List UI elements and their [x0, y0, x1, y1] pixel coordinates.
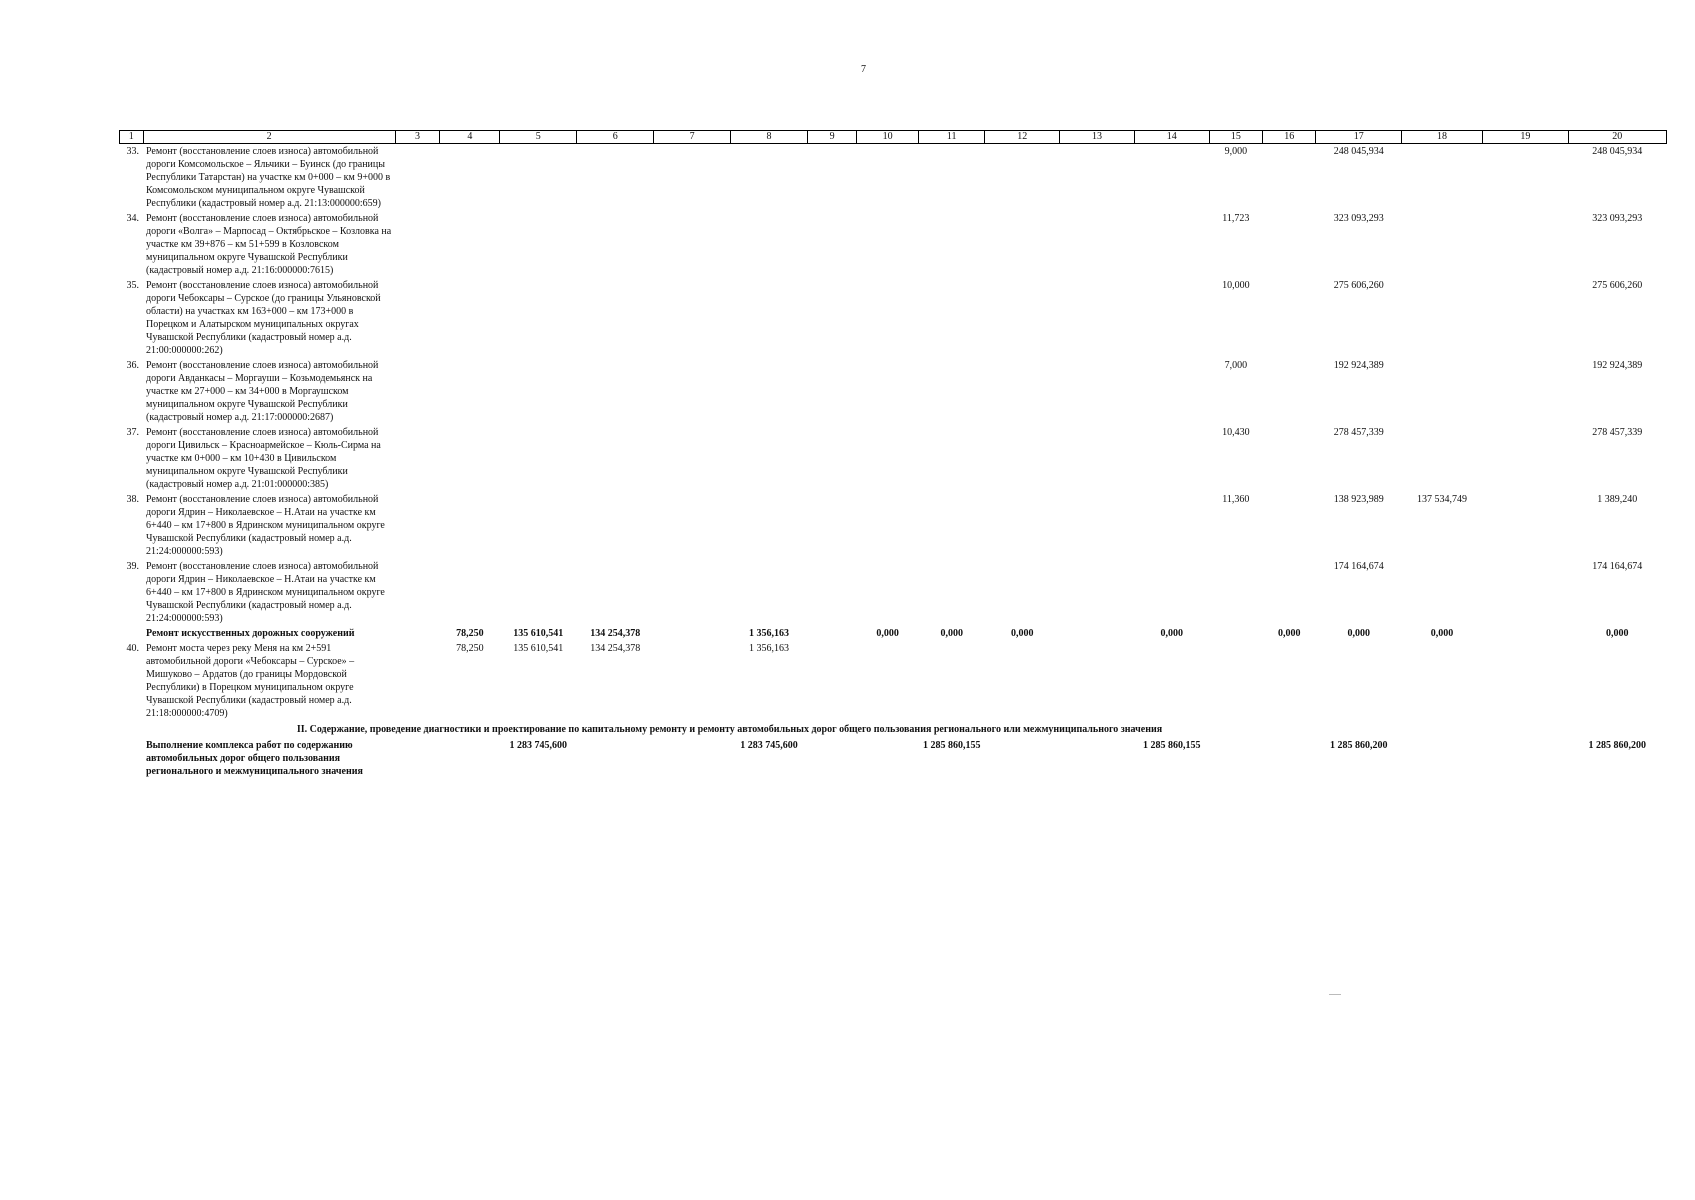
cell-col4 [440, 358, 500, 425]
row-description: Ремонт (восстановление слоев износа) автомобильной дороги «Волга» – Марпосад – Октябрьское – Козловка на участке км 39+876 – км 51+599 в Козловском муниципальном округе Чувашской Республики (кадастровый номер а.д. 21:16:000000:7615) [146, 213, 392, 276]
subtotal-row [120, 626, 1667, 641]
cell-col17: 275 606,260 [1333, 280, 1384, 291]
row-index: 36. [126, 360, 139, 371]
cell-col6 [577, 358, 654, 425]
cell-col20: 278 457,339 [1592, 427, 1643, 438]
row-description: Ремонт искусственных дорожных сооружений [146, 628, 355, 639]
cell-col17: 0,000 [1347, 628, 1370, 639]
cell-col8 [731, 358, 808, 425]
header-cell: 18 [1401, 131, 1482, 144]
cell-col4 [440, 559, 500, 626]
cell-col14 [1134, 425, 1209, 492]
cell-col17 [1316, 641, 1401, 721]
cell-col5 [500, 278, 577, 358]
row-description: Ремонт (восстановление слоев износа) автомобильной дороги Комсомольское – Яльчики – Буинск (до границы Республики Татарстан) на участке км 0+000 – км 9+000 в Комсомольском муниципальном округе Чувашской Республики (кадастровый номер а.д. 21:13:000000:659) [146, 146, 391, 209]
table-row [120, 211, 1667, 278]
cell-col5 [500, 358, 577, 425]
cell-col4 [440, 492, 500, 559]
cell-col4 [440, 144, 500, 212]
cell-col16 [1263, 278, 1316, 358]
cell-col5 [500, 425, 577, 492]
cell-col4: 78,250 [456, 628, 484, 639]
cell-col12 [985, 738, 1060, 779]
cell-col11 [919, 211, 985, 278]
cell-col14 [1134, 144, 1209, 212]
cell-col15: 11,723 [1222, 213, 1250, 224]
cell-col17: 323 093,293 [1333, 213, 1384, 224]
maintenance-row [120, 738, 1667, 779]
cell-col20: 275 606,260 [1592, 280, 1643, 291]
cell-col15: 10,000 [1222, 280, 1250, 291]
cell-col12 [985, 358, 1060, 425]
header-cell: 4 [440, 131, 500, 144]
table-row [120, 144, 1667, 212]
cell-col16 [1263, 358, 1316, 425]
cell-col10 [857, 559, 919, 626]
cell-col8 [731, 144, 808, 212]
cell-col18 [1401, 278, 1482, 358]
row-description: Ремонт (восстановление слоев износа) автомобильной дороги Авданкасы – Моргауши – Козьмодемьянск на участке км 27+000 – км 34+000 в Моргаушском муниципальном округе Чувашской Республики (кадастровый номер а.д. 21:17:000000:2687) [146, 360, 379, 423]
cell-col20: 0,000 [1606, 628, 1629, 639]
cell-col5 [500, 144, 577, 212]
cell-col14: 0,000 [1160, 628, 1184, 639]
cell-col18 [1401, 211, 1482, 278]
header-cell: 8 [731, 131, 808, 144]
cell-col14 [1134, 211, 1209, 278]
cell-col18: 0,000 [1430, 628, 1454, 639]
cell-col11 [919, 278, 985, 358]
header-cell: 11 [919, 131, 985, 144]
column-number-header [120, 131, 1667, 144]
header-cell: 12 [985, 131, 1060, 144]
cell-col14 [1134, 278, 1209, 358]
cell-col18 [1401, 425, 1482, 492]
cell-col20: 174 164,674 [1592, 561, 1643, 572]
cell-col15: 10,430 [1222, 427, 1250, 438]
row-index: 34. [126, 213, 139, 224]
cell-col10: 0,000 [876, 628, 899, 639]
header-cell: 20 [1568, 131, 1666, 144]
table-row [120, 278, 1667, 358]
row-index: 40. [126, 643, 139, 654]
cell-col16 [1263, 738, 1316, 779]
section-title: II. Содержание, проведение диагностики и проектирование по капитальному ремонту и ремонту автомобильных дорог общего пользования регионального или межмуниципального значения [296, 724, 1163, 735]
cell-col17: 1 285 860,200 [1329, 740, 1388, 751]
scan-mark [1329, 994, 1341, 995]
cell-col16: 0,000 [1278, 628, 1301, 639]
cell-col11 [919, 144, 985, 212]
header-cell: 15 [1209, 131, 1262, 144]
header-cell: 13 [1060, 131, 1135, 144]
header-cell: 1 [120, 131, 144, 144]
header-cell: 7 [654, 131, 731, 144]
cell-col11 [919, 641, 985, 721]
cell-col15 [1209, 559, 1262, 626]
cell-col12 [985, 144, 1060, 212]
cell-col16 [1263, 425, 1316, 492]
header-cell: 10 [857, 131, 919, 144]
cell-col8 [731, 492, 808, 559]
cell-col6 [577, 425, 654, 492]
cell-col11 [919, 358, 985, 425]
row-description: Ремонт (восстановление слоев износа) автомобильной дороги Ядрин – Николаевское – Н.Атаи на участке км 6+440 – км 17+800 в Ядринском муниципальном округе Чувашской Республики (кадастровый номер а.д. 21:24:000000:593) [146, 561, 385, 624]
cell-col16 [1263, 211, 1316, 278]
cell-col6 [577, 738, 654, 779]
table-row [120, 492, 1667, 559]
header-cell: 14 [1134, 131, 1209, 144]
cell-col11: 1 285 860,155 [922, 740, 981, 751]
table-row [120, 425, 1667, 492]
page-number: 7 [861, 64, 866, 75]
cell-col4 [440, 211, 500, 278]
table-row [120, 559, 1667, 626]
cell-col4 [440, 425, 500, 492]
cell-col14: 1 285 860,155 [1143, 740, 1201, 751]
cell-col18 [1401, 559, 1482, 626]
cell-col10 [857, 211, 919, 278]
cell-col20: 1 389,240 [1597, 494, 1638, 505]
cell-col20: 323 093,293 [1592, 213, 1643, 224]
cell-col4 [440, 738, 500, 779]
cell-col16 [1263, 641, 1316, 721]
row-index: 35. [126, 280, 139, 291]
cell-col8 [731, 559, 808, 626]
cell-col20 [1568, 641, 1666, 721]
cell-col8: 1 356,163 [749, 628, 790, 639]
cell-col6: 134 254,378 [590, 643, 641, 654]
row-index: 38. [126, 494, 139, 505]
row-index: 37. [126, 427, 139, 438]
cell-col18 [1401, 738, 1482, 779]
cell-col14 [1134, 492, 1209, 559]
cell-col10 [857, 425, 919, 492]
cell-col5: 135 610,541 [513, 643, 564, 654]
cell-col16 [1263, 144, 1316, 212]
cell-col17: 248 045,934 [1333, 146, 1384, 157]
cell-col17: 174 164,674 [1333, 561, 1384, 572]
cell-col15 [1209, 626, 1262, 641]
header-cell: 6 [577, 131, 654, 144]
cell-col18: 137 534,749 [1417, 494, 1468, 505]
cell-col15 [1209, 641, 1262, 721]
cell-col20: 248 045,934 [1592, 146, 1643, 157]
cell-col8 [731, 211, 808, 278]
cell-col10 [857, 278, 919, 358]
cell-col10 [857, 358, 919, 425]
cell-col5 [500, 492, 577, 559]
cell-col14 [1134, 358, 1209, 425]
cell-col12 [985, 425, 1060, 492]
cell-col10 [857, 144, 919, 212]
budget-table [119, 130, 1667, 779]
cell-col18 [1401, 641, 1482, 721]
cell-col15 [1209, 738, 1262, 779]
cell-col5: 135 610,541 [513, 628, 564, 639]
cell-col15: 11,360 [1222, 494, 1250, 505]
row-description: Ремонт (восстановление слоев износа) автомобильной дороги Ядрин – Николаевское – Н.Атаи на участке км 6+440 – км 17+800 в Ядринском муниципальном округе Чувашской Республики (кадастровый номер а.д. 21:24:000000:593) [146, 494, 385, 557]
header-cell: 19 [1483, 131, 1568, 144]
cell-col15: 7,000 [1224, 360, 1248, 371]
cell-col6 [577, 144, 654, 212]
cell-col12 [985, 559, 1060, 626]
cell-col14 [1134, 641, 1209, 721]
cell-col6 [577, 559, 654, 626]
cell-col20: 1 285 860,200 [1588, 740, 1647, 751]
cell-col10 [857, 641, 919, 721]
cell-col8 [731, 425, 808, 492]
row-description: Выполнение комплекса работ по содержанию автомобильных дорог общего пользования регионального и межмуниципального значения [146, 740, 363, 777]
cell-col5 [500, 559, 577, 626]
cell-col18 [1401, 144, 1482, 212]
budget-table-wrapper [119, 130, 1667, 779]
cell-col20: 192 924,389 [1592, 360, 1643, 371]
cell-col4 [440, 278, 500, 358]
cell-col18 [1401, 358, 1482, 425]
cell-col12 [985, 211, 1060, 278]
cell-col8: 1 356,163 [749, 643, 790, 654]
header-cell: 16 [1263, 131, 1316, 144]
cell-col5 [500, 211, 577, 278]
cell-col17: 138 923,989 [1333, 494, 1384, 505]
cell-col12: 0,000 [1010, 628, 1034, 639]
cell-col11 [919, 559, 985, 626]
header-cell: 9 [808, 131, 857, 144]
cell-col6: 134 254,378 [590, 628, 641, 639]
cell-col17: 278 457,339 [1333, 427, 1384, 438]
table-row [120, 641, 1667, 721]
cell-col4: 78,250 [456, 643, 484, 654]
cell-col12 [985, 492, 1060, 559]
cell-col12 [985, 641, 1060, 721]
row-description: Ремонт моста через реку Меня на км 2+591 автомобильной дороги «Чебоксары – Сурское» – Мишуково – Ардатов (до границы Мордовской Республики) в Порецком муниципальном округе Чувашской Республики (кадастровый номер а.д. 21:18:000000:4709) [146, 643, 355, 719]
cell-col6 [577, 492, 654, 559]
cell-col10 [857, 738, 919, 779]
cell-col10 [857, 492, 919, 559]
cell-col6 [577, 211, 654, 278]
row-index: 33. [126, 146, 139, 157]
cell-col6 [577, 278, 654, 358]
header-cell: 2 [143, 131, 395, 144]
cell-col17: 192 924,389 [1333, 360, 1384, 371]
cell-col11: 0,000 [940, 628, 963, 639]
cell-col12 [985, 278, 1060, 358]
cell-col11 [919, 425, 985, 492]
row-description: Ремонт (восстановление слоев износа) автомобильной дороги Цивильск – Красноармейское – Кюль-Сирма на участке км 0+000 – км 10+430 в Цивильском муниципальном округе Чувашской Республики (кадастровый номер а.д. 21:01:000000:385) [146, 427, 381, 490]
cell-col5: 1 283 745,600 [509, 740, 568, 751]
cell-col14 [1134, 559, 1209, 626]
cell-col15: 9,000 [1224, 146, 1248, 157]
header-cell: 5 [500, 131, 577, 144]
cell-col16 [1263, 559, 1316, 626]
row-index: 39. [126, 561, 139, 572]
header-cell: 17 [1316, 131, 1401, 144]
section-title-row [120, 721, 1667, 738]
cell-col8 [731, 278, 808, 358]
cell-col11 [919, 492, 985, 559]
table-row [120, 358, 1667, 425]
cell-col16 [1263, 492, 1316, 559]
cell-col8: 1 283 745,600 [740, 740, 798, 751]
row-description: Ремонт (восстановление слоев износа) автомобильной дороги Чебоксары – Сурское (до границы Ульяновской области) на участках км 163+000 – км 173+000 в Порецком и Алатырском муниципальных округах Чувашской Республики (кадастровый номер а.д. 21:00:000000:262) [146, 280, 381, 356]
header-cell: 3 [395, 131, 440, 144]
